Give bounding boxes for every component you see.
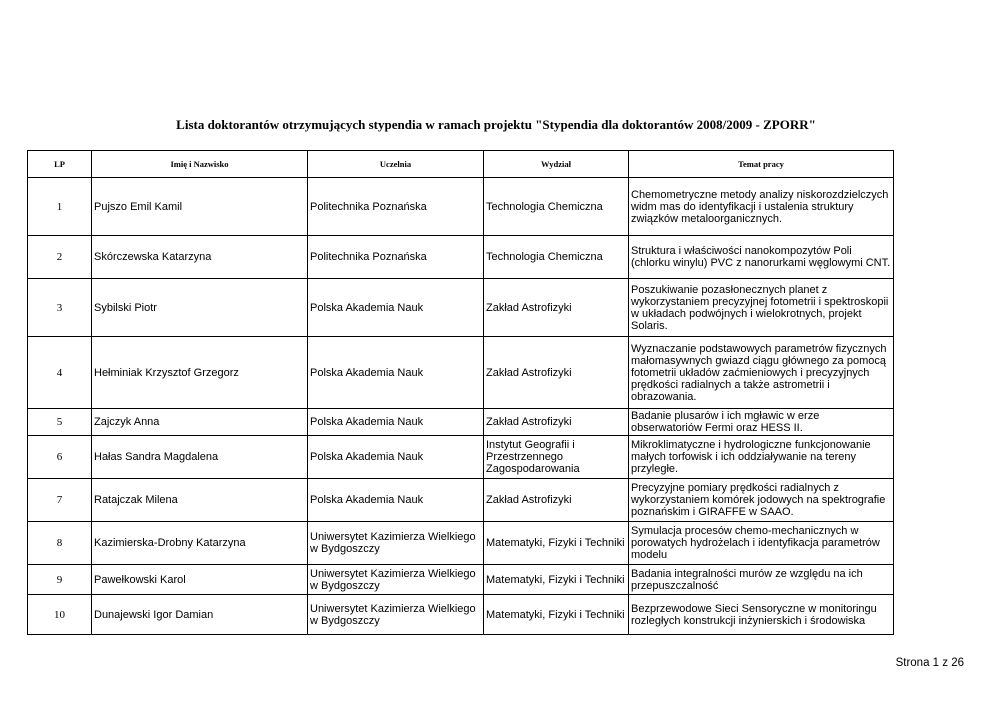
cell-university: Politechnika Poznańska (308, 236, 484, 279)
table-row (28, 595, 894, 635)
cell-name: Ratajczak Milena (92, 479, 308, 522)
header-lp: LP (28, 151, 92, 178)
cell-lp: 6 (28, 436, 92, 479)
cell-university: Polska Akademia Nauk (308, 279, 484, 337)
cell-name: Skórczewska Katarzyna (92, 236, 308, 279)
table-row (28, 565, 894, 595)
cell-lp: 5 (28, 409, 92, 436)
cell-university: Polska Akademia Nauk (308, 479, 484, 522)
cell-lp: 8 (28, 522, 92, 565)
cell-faculty: Matematyki, Fizyki i Techniki (484, 565, 629, 595)
cell-university: Uniwersytet Kazimierza Wielkiego w Bydgoszczy (308, 522, 484, 565)
cell-lp: 9 (28, 565, 92, 595)
cell-topic: Poszukiwanie pozasłonecznych planet z wykorzystaniem precyzyjnej fotometrii i spektroskopii w układach podwójnych i wielokrotnych, projekt Solaris. (629, 279, 894, 337)
cell-faculty: Matematyki, Fizyki i Techniki (484, 595, 629, 635)
cell-university: Uniwersytet Kazimierza Wielkiego w Bydgoszczy (308, 565, 484, 595)
cell-lp: 10 (28, 595, 92, 635)
cell-name: Dunajewski Igor Damian (92, 595, 308, 635)
table-row (28, 522, 894, 565)
cell-name: Pujszo Emil Kamil (92, 178, 308, 236)
cell-faculty: Technologia Chemiczna (484, 236, 629, 279)
header-faculty: Wydział (484, 151, 629, 178)
cell-lp: 2 (28, 236, 92, 279)
cell-name: Zajczyk Anna (92, 409, 308, 436)
page-number: Strona 1 z 26 (895, 657, 964, 669)
table-header-row (28, 151, 894, 178)
cell-faculty: Zakład Astrofizyki (484, 409, 629, 436)
cell-university: Uniwersytet Kazimierza Wielkiego w Bydgoszczy (308, 595, 484, 635)
cell-topic: Struktura i właściwości nanokompozytów Poli (chlorku winylu) PVC z nanorurkami węglowymi CNT. (629, 236, 894, 279)
cell-topic: Badanie plusarów i ich mgławic w erze obserwatoriów Fermi oraz HESS II. (629, 409, 894, 436)
page-title: Lista doktorantów otrzymujących stypendia w ramach projektu "Stypendia dla doktorantów 2008/2009 - ZPORR" (176, 117, 816, 132)
cell-faculty: Matematyki, Fizyki i Techniki (484, 522, 629, 565)
scholarship-table (27, 150, 894, 635)
table-row (28, 409, 894, 436)
cell-faculty: Technologia Chemiczna (484, 178, 629, 236)
cell-faculty: Zakład Astrofizyki (484, 479, 629, 522)
header-university: Uczelnia (308, 151, 484, 178)
table-row (28, 236, 894, 279)
cell-name: Kazimierska-Drobny Katarzyna (92, 522, 308, 565)
header-name: Imię i Nazwisko (92, 151, 308, 178)
cell-lp: 1 (28, 178, 92, 236)
cell-university: Polska Akademia Nauk (308, 409, 484, 436)
header-topic: Temat pracy (629, 151, 894, 178)
cell-topic: Badania integralności murów ze względu na ich przepuszczalność (629, 565, 894, 595)
cell-topic: Bezprzewodowe Sieci Sensoryczne w monitoringu rozległych konstrukcji inżynierskich i środowiska (629, 595, 894, 635)
table-row (28, 436, 894, 479)
cell-topic: Symulacja procesów chemo-mechanicznych w porowatych hydrożelach i identyfikacja parametrów modelu (629, 522, 894, 565)
table-row (28, 337, 894, 409)
cell-topic: Precyzyjne pomiary prędkości radialnych z wykorzystaniem komórek jodowych na spektrografie poznańskim i GIRAFFE w SAAO. (629, 479, 894, 522)
cell-lp: 3 (28, 279, 92, 337)
cell-lp: 4 (28, 337, 92, 409)
cell-name: Sybilski Piotr (92, 279, 308, 337)
cell-lp: 7 (28, 479, 92, 522)
cell-university: Polska Akademia Nauk (308, 436, 484, 479)
cell-faculty: Zakład Astrofizyki (484, 279, 629, 337)
cell-university: Politechnika Poznańska (308, 178, 484, 236)
cell-university: Polska Akademia Nauk (308, 337, 484, 409)
cell-faculty: Zakład Astrofizyki (484, 337, 629, 409)
cell-topic: Mikroklimatyczne i hydrologiczne funkcjonowanie małych torfowisk i ich oddziaływanie na tereny przyległe. (629, 436, 894, 479)
cell-name: Pawełkowski Karol (92, 565, 308, 595)
cell-name: Hałas Sandra Magdalena (92, 436, 308, 479)
cell-faculty: Instytut Geografii i Przestrzennego Zagospodarowania (484, 436, 629, 479)
cell-topic: Wyznaczanie podstawowych parametrów fizycznych małomasywnych gwiazd ciągu głównego za pomocą fotometrii układów zaćmieniowych i precyzyjnych prędkości radialnych a także astrometrii i obrazowania. (629, 337, 894, 409)
table-row (28, 178, 894, 236)
table-row (28, 479, 894, 522)
cell-topic: Chemometryczne metody analizy niskorozdzielczych widm mas do identyfikacji i ustalenia struktury związków metaloorganicznych. (629, 178, 894, 236)
table-row (28, 279, 894, 337)
cell-name: Hełminiak Krzysztof Grzegorz (92, 337, 308, 409)
